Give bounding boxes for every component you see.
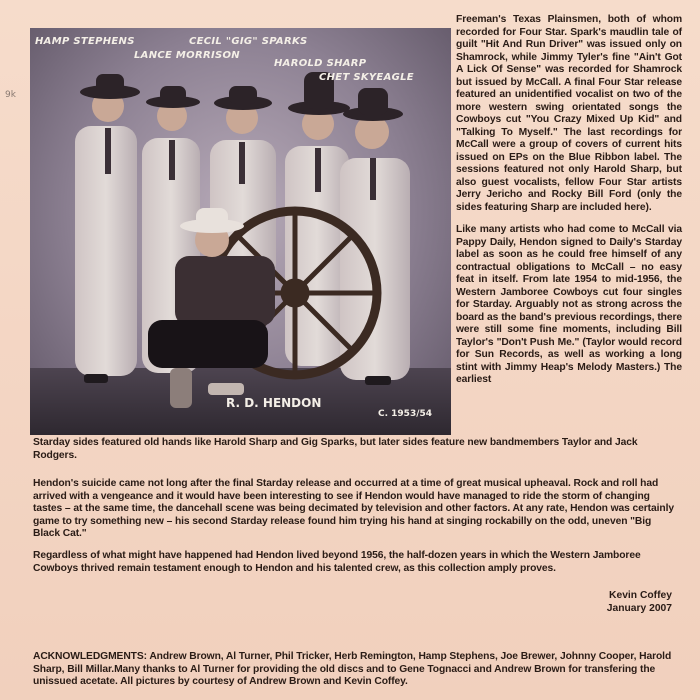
label-chet-skyeagle: CHET SKYEAGLE bbox=[319, 72, 414, 83]
label-cecil-sparks: CECIL "GIG" SPARKS bbox=[189, 36, 308, 47]
label-hamp-stephens: HAMP STEPHENS bbox=[35, 36, 135, 47]
band-photo-illustration bbox=[30, 28, 451, 435]
column-paragraph-2: Like many artists who had come to McCall via Pappy Daily, Hendon signed to Daily's Starday label as soon as he could free himself of any contractual obligations to McCall – no easy feat in itself. From late 1954 to mid-1956, the Western Jamboree Cowboys cut four singles for Starday. Arguably not as strong across the board as the band's previous recordings, there were still some fine moments, including Bill Taylor's "Don't Push Me." (Taylor would record for Sun Records, as well as working a long stint with Jimmy Heap's Melody Masters.) The earliest bbox=[456, 224, 682, 385]
band-photo bbox=[30, 28, 451, 435]
paragraph-suicide: Hendon's suicide came not long after the final Starday release and occurred at a time of great musical upheaval. Rock and roll had arrived with a vengeance and it would have been interesting to see if Hendon would have managed to ride the storm of changing tastes – at the same time, the dancehall scene was being decimated by television and other factors. At any rate, Hendon was certainly game to try something new – his second Starday release found him trying his hand at singing rockabilly on the odd, uneven "Big Black Cat." bbox=[33, 478, 674, 539]
label-lance-morrison: LANCE MORRISON bbox=[134, 50, 240, 61]
photo-date: C. 1953/54 bbox=[378, 409, 433, 419]
photo-caption: R. D. HENDON bbox=[226, 396, 322, 410]
acknowledgments: ACKNOWLEDGMENTS: Andrew Brown, Al Turner, Phil Tricker, Herb Remington, Hamp Stephens, Joe Brewer, Johnny Cooper, Harold Sharp, Bill Millar.Many thanks to Al Turner for providing the old discs and to Gene Tognacci and Andrew Brown for transfering the unissued acetate. All pictures by courtesy of Andrew Brown and Kevin Coffey. bbox=[33, 651, 672, 687]
label-harold-sharp: HAROLD SHARP bbox=[274, 58, 367, 69]
signature-block bbox=[607, 590, 672, 615]
paragraph-conclusion: Regardless of what might have happened had Hendon lived beyond 1956, the half-dozen years in which the Western Jamboree Cowboys thrived remain testament enough to Hendon and his talented crew, as this collection amply proves. bbox=[33, 550, 641, 574]
author-date: January 2007 bbox=[606, 602, 672, 614]
margin-pencil-mark: 9k bbox=[5, 90, 16, 100]
author-name: Kevin Coffey bbox=[609, 590, 672, 601]
right-text-column bbox=[456, 14, 682, 397]
column-paragraph-1: Freeman's Texas Plainsmen, both of whom recorded for Four Star. Spark's maudlin tale of guilt "Hit And Run Driver" was issued only on Shamrock, while Jimmy Tyler's fine "Ain't Got A Lick Of Sense" was recorded for Shamrock but issued by McCall. A final Four Star release featured an unidentified vocalist on two of the more western swing orientated songs the Cowboys cut "You Crazy Mixed Up Kid" and "Talking To Myself." The last recordings for McCall were a group of covers of current hits issued on EPs on the Blue Ribbon label. The sessions featured not only Harold Sharp, but also guest vocalists, fellow Four Star artists Jerry Jericho and Rocky Bill Ford (only the sides featuring Sharp are included here). bbox=[456, 14, 682, 213]
paragraph-continuation: Starday sides featured old hands like Harold Sharp and Gig Sparks, but later sides feature new bandmembers Taylor and Jack Rodgers. bbox=[33, 437, 638, 461]
band-member-figure bbox=[75, 74, 140, 383]
